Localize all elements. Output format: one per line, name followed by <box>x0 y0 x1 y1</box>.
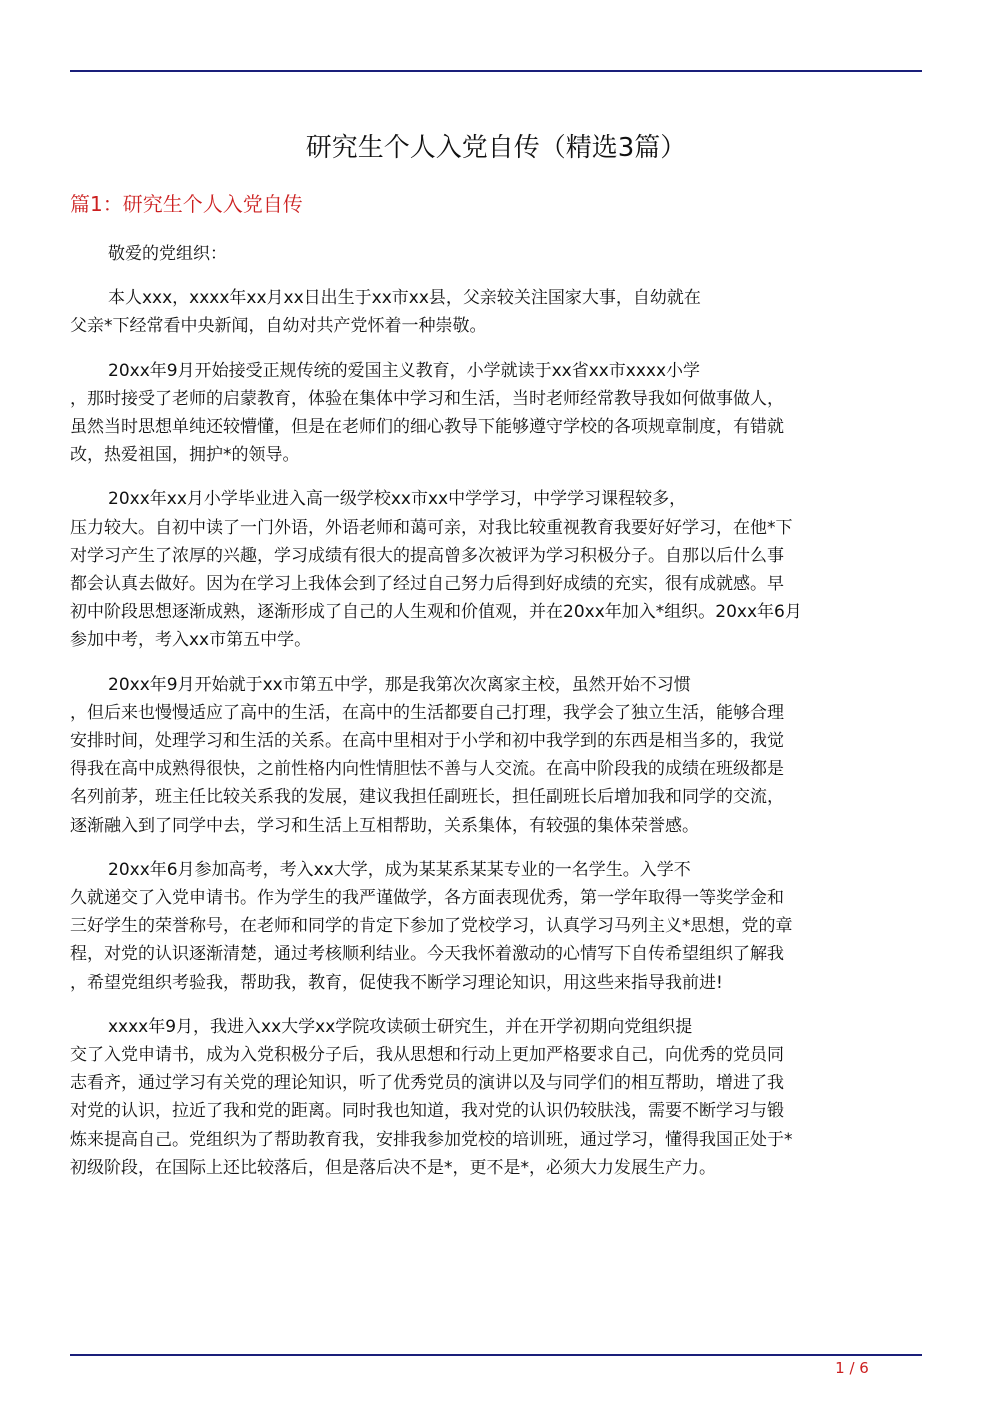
paragraph-line: 炼来提高自己。党组织为了帮助教育我，安排我参加党校的培训班，通过学习，懂得我国正处于* <box>70 1129 793 1150</box>
paragraph <box>70 671 922 840</box>
paragraph-line: 得我在高中成熟得很快，之前性格内向性情胆怯不善与人交流。在高中阶段我的成绩在班级都是 <box>70 759 784 780</box>
paragraph-line: 逐渐融入到了同学中去，学习和生活上互相帮助，关系集体，有较强的集体荣誉感。 <box>70 815 699 836</box>
paragraph-line: 20xx年6月参加高考，考入xx大学，成为某某系某某专业的一名学生。入学不 <box>108 859 691 880</box>
paragraph <box>70 284 922 340</box>
paragraph-line: 志看齐，通过学习有关党的理论知识，听了优秀党员的演讲以及与同学们的相互帮助，增进了我 <box>70 1073 784 1094</box>
paragraph-line: 参加中考，考入xx市第五中学。 <box>70 630 312 651</box>
page-number: 1 / 6 <box>835 1359 869 1377</box>
footer-rule <box>70 1354 922 1356</box>
paragraph-line: 20xx年9月开始就于xx市第五中学，那是我第次次离家主校，虽然开始不习惯 <box>108 674 691 695</box>
section-heading: 篇1：研究生个人入党自传 <box>70 192 303 216</box>
paragraph-line: 父亲*下经常看中央新闻，自幼对共产党怀着一种崇敬。 <box>70 316 487 337</box>
page-title: 研究生个人入党自传（精选3篇） <box>305 133 687 163</box>
paragraph-line: 对党的认识，拉近了我和党的距离。同时我也知道，我对党的认识仍较肤浅，需要不断学习与锻 <box>70 1101 784 1122</box>
paragraph-line: ，那时接受了老师的启蒙教育，体验在集体中学习和生活，当时老师经常教导我如何做事做人， <box>70 388 784 409</box>
paragraph <box>70 856 922 997</box>
paragraph-line: 交了入党申请书，成为入党积极分子后，我从思想和行动上更加严格要求自己，向优秀的党员同 <box>70 1045 784 1066</box>
paragraph-line: 久就递交了入党申请书。作为学生的我严谨做学，各方面表现优秀，第一学年取得一等奖学金和 <box>70 888 784 909</box>
paragraph-line: 压力较大。自初中读了一门外语，外语老师和蔼可亲，对我比较重视教育我要好好学习，在他*下 <box>70 517 793 538</box>
paragraph-line: 都会认真去做好。因为在学习上我体会到了经过自己努力后得到好成绩的充实，很有成就感。早 <box>70 574 784 595</box>
paragraph-line: ，希望党组织考验我，帮助我，教育，促使我不断学习理论知识，用这些来指导我前进! <box>70 972 723 993</box>
paragraph <box>70 357 922 470</box>
paragraph-line: ，但后来也慢慢适应了高中的生活，在高中的生活都要自己打理，我学会了独立生活，能够合理 <box>70 702 784 723</box>
paragraph-line: 20xx年9月开始接受正规传统的爱国主义教育，小学就读于xx省xx市xxxx小学 <box>108 360 701 381</box>
paragraph <box>70 485 922 654</box>
paragraph-line: 初中阶段思想逐渐成熟，逐渐形成了自己的人生观和价值观，并在20xx年加入*组织。20xx年6月 <box>70 602 802 623</box>
paragraph-line: 改，热爱祖国，拥护*的领导。 <box>70 445 300 466</box>
paragraph-line: 对学习产生了浓厚的兴趣，学习成绩有很大的提高曾多次被评为学习积极分子。自那以后什么事 <box>70 545 784 566</box>
paragraph-line: 敬爱的党组织： <box>108 244 227 264</box>
paragraph-line: 20xx年xx月小学毕业进入高一级学校xx市xx中学学习，中学学习课程较多， <box>108 489 687 510</box>
paragraph-line: 初级阶段，在国际上还比较落后，但是落后决不是*，更不是*，必须大力发展生产力。 <box>70 1157 716 1178</box>
document-body <box>70 240 922 1198</box>
header-rule <box>70 70 922 72</box>
paragraph <box>70 1013 922 1182</box>
paragraph-line: xxxx年9月，我进入xx大学xx学院攻读硕士研究生，并在开学初期向党组织提 <box>108 1016 693 1037</box>
paragraph-line: 程，对党的认识逐渐清楚，通过考核顺利结业。今天我怀着激动的心情写下自传希望组织了解我 <box>70 944 784 965</box>
paragraph-line: 三好学生的荣誉称号，在老师和同学的肯定下参加了党校学习，认真学习马列主义*思想，党的章 <box>70 916 793 937</box>
paragraph-line: 名列前茅，班主任比较关系我的发展，建议我担任副班长，担任副班长后增加我和同学的交流， <box>70 787 784 808</box>
paragraph-line: 本人xxx，xxxx年xx月xx日出生于xx市xx县，父亲较关注国家大事，自幼就在 <box>108 288 701 309</box>
paragraph-line: 安排时间，处理学习和生活的关系。在高中里相对于小学和初中我学到的东西是相当多的，我觉 <box>70 731 784 752</box>
paragraph-line: 虽然当时思想单纯还较懵懂，但是在老师们的细心教导下能够遵守学校的各项规章制度，有错就 <box>70 417 784 438</box>
paragraph <box>70 240 922 268</box>
